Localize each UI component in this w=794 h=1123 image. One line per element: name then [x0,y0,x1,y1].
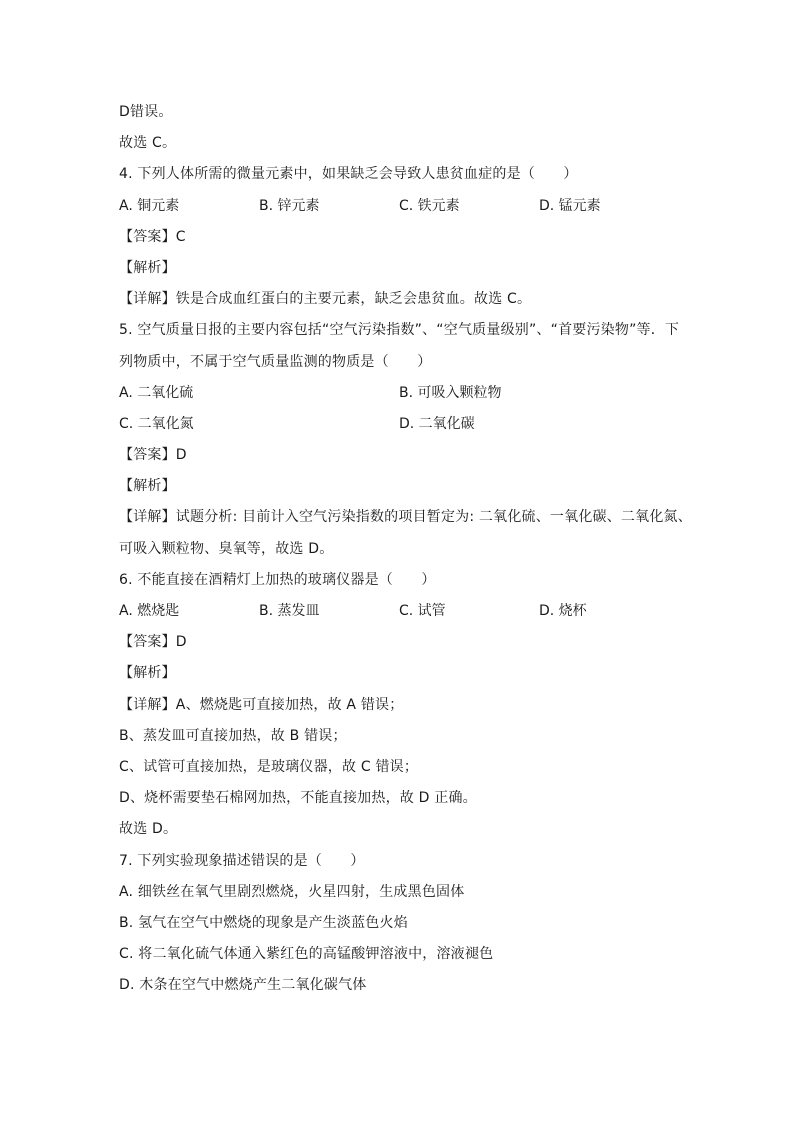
option-c: C. 铁元素 [399,197,460,214]
question-5-options-row2 [119,412,679,443]
option-d: D. 烧杯 [539,603,587,619]
option-b: B. 蒸发皿 [259,603,320,619]
conclusion-text: 故选 D。 [119,821,178,838]
text-line: D错误。 [119,104,173,120]
option-d: D. 二氧化碳 [399,415,475,432]
option-a: A. 细铁丝在氧气里剧烈燃烧，火星四射，生成黑色固体 [119,883,465,900]
answer-label: 【答案】D [119,447,187,464]
detail-text: 【详解】试题分析: 目前计入空气污染指数的项目暂定为: 二氧化硫、一氧化碳、二氧化氮、 [119,509,692,526]
option-c: C. 试管 [399,603,446,619]
question-5-stem: 5. 空气质量日报的主要内容包括“空气污染指数”、“空气质量级别”、“首要污染物”等．下 [119,322,680,339]
detail-text-cont: C、试管可直接加热，是玻璃仪器，故 C 错误； [119,758,419,775]
option-c: C. 二氧化氮 [119,415,194,432]
detail-text-cont: B、蒸发皿可直接加热，故 B 错误； [119,727,347,744]
question-6-options [119,599,679,630]
question-6-stem: 6. 不能直接在酒精灯上加热的玻璃仪器是（ ） [119,571,436,588]
question-4-options [119,194,679,225]
option-b: B. 可吸入颗粒物 [399,384,502,401]
option-b: B. 氢气在空气中燃烧的现象是产生淡蓝色火焰 [119,914,408,931]
detail-text-cont: 可吸入颗粒物、臭氧等，故选 D。 [119,540,334,557]
option-a: A. 燃烧匙 [119,603,180,619]
option-d: D. 锰元素 [539,197,601,214]
detail-text: 【详解】铁是合成血红蛋白的主要元素，缺乏会患贫血。故选 C。 [119,291,532,308]
text-line: 故选 C。 [119,135,177,152]
analysis-label: 【解析】 [119,478,176,495]
analysis-label: 【解析】 [119,665,176,682]
option-a: A. 二氧化硫 [119,384,194,401]
answer-label: 【答案】D [119,634,187,651]
document-page [119,100,692,1004]
answer-label: 【答案】C [119,228,186,245]
question-7-stem: 7. 下列实验现象描述错误的是（ ） [119,852,365,869]
question-5-stem-cont: 列物质中，不属于空气质量监测的物质是（ ） [119,353,432,370]
analysis-label: 【解析】 [119,259,176,276]
option-b: B. 锌元素 [259,197,320,214]
question-5-options-row1 [119,381,679,412]
option-c: C. 将二氧化硫气体通入紫红色的高锰酸钾溶液中，溶液褪色 [119,946,494,963]
option-d: D. 木条在空气中燃烧产生二氧化碳气体 [119,977,367,994]
question-4-stem: 4. 下列人体所需的微量元素中，如果缺乏会导致人患贫血症的是（ ） [119,166,578,183]
detail-text-cont: D、烧杯需要垫石棉网加热，不能直接加热，故 D 正确。 [119,790,477,807]
option-a: A. 铜元素 [119,197,180,214]
detail-text: 【详解】A、燃烧匙可直接加热，故 A 错误； [119,696,404,713]
